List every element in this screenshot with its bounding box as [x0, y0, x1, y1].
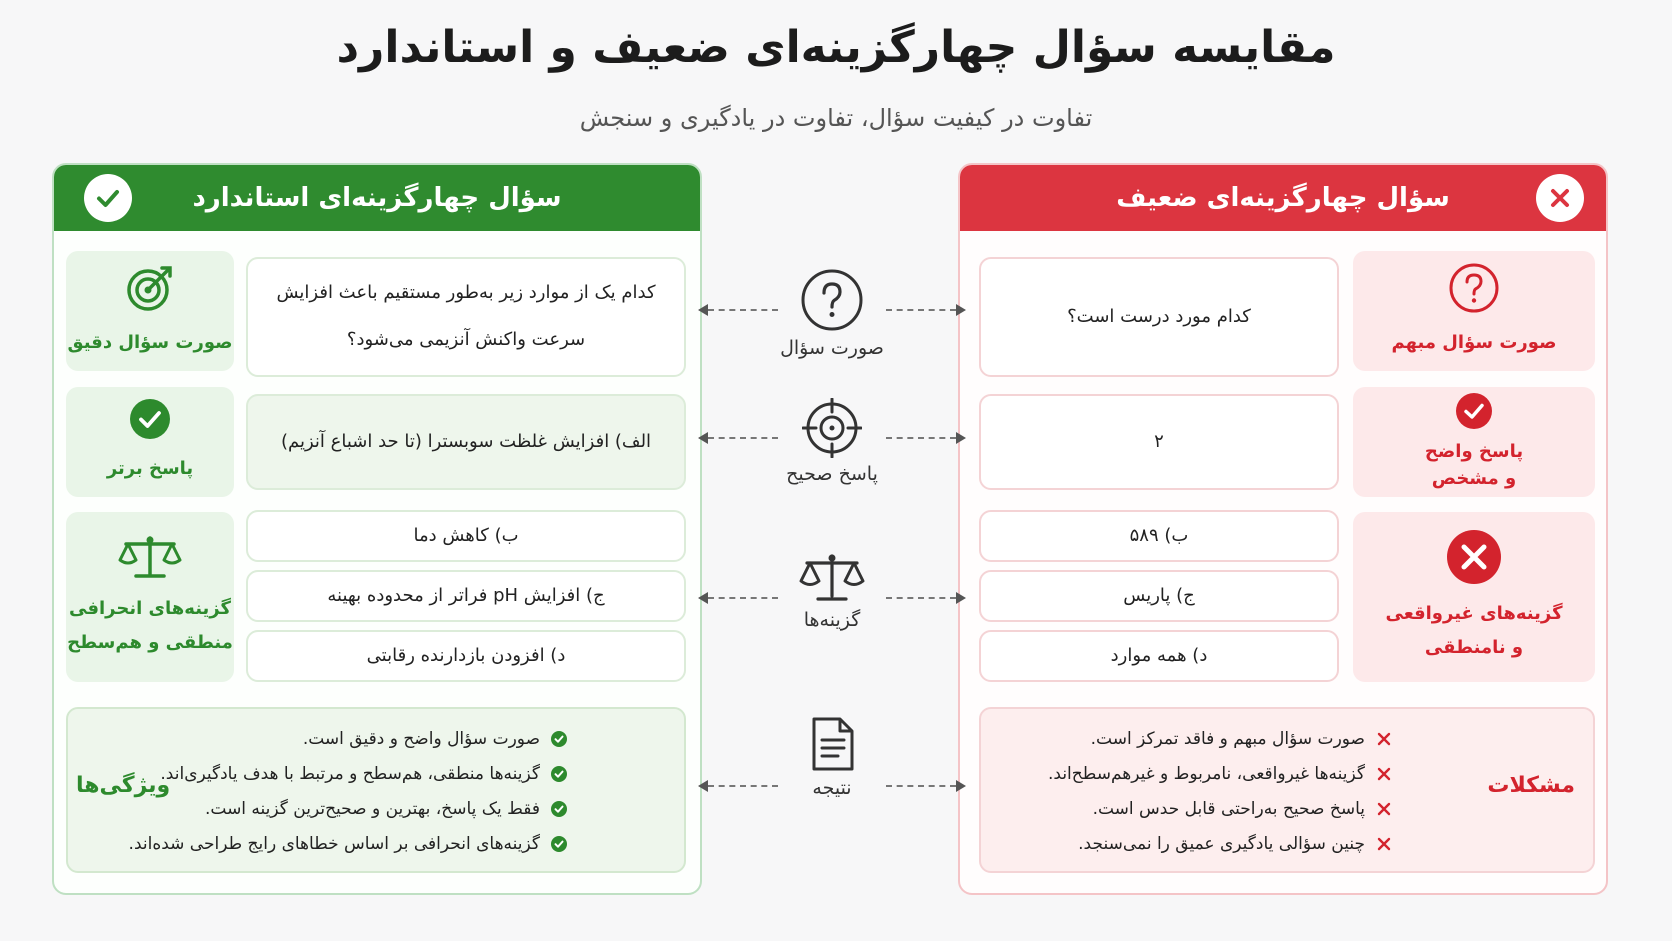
- list-item: فقط یک پاسخ، بهترین و صحیح‌ترین گزینه است.: [129, 791, 568, 826]
- standard-features-label: ویژگی‌ها: [76, 773, 171, 798]
- standard-option-b: ب) کاهش دما: [246, 510, 686, 562]
- center-stem: [772, 268, 892, 359]
- list-item: صورت سؤال واضح و دقیق است.: [129, 721, 568, 756]
- weak-answer-label: پاسخ واضح و مشخص: [1353, 387, 1595, 497]
- check-circle-icon: [129, 398, 171, 452]
- question-mark-icon: [800, 268, 864, 337]
- standard-answer-label: پاسخ برتر: [66, 387, 234, 497]
- x-icon: [1375, 730, 1393, 748]
- standard-panel-title: سؤال چهارگزینه‌ای استاندارد: [192, 183, 562, 213]
- center-stem-label: صورت سؤال: [780, 337, 884, 359]
- standard-stem-label: صورت سؤال دقیق: [66, 251, 234, 371]
- standard-panel-header: [54, 165, 700, 231]
- check-circle-icon: [550, 765, 568, 783]
- weak-panel-header: [960, 165, 1606, 231]
- standard-answer-text: الف) افزایش غلظت سوبسترا (تا حد اشباع آنزیم): [246, 394, 686, 490]
- check-circle-icon: [1455, 392, 1493, 438]
- center-options: [772, 552, 892, 631]
- standard-option-d: د) افزودن بازدارنده رقابتی: [246, 630, 686, 682]
- x-icon: [1375, 765, 1393, 783]
- connector-left-answer: [698, 432, 778, 444]
- weak-options-label: گزینه‌های غیرواقعی و نامنطقی: [1353, 512, 1595, 682]
- list-item: گزینه‌های انحرافی بر اساس خطاهای رایج طراحی شده‌اند.: [129, 826, 568, 861]
- connector-right-answer: [886, 432, 966, 444]
- weak-stem-label: صورت سؤال مبهم: [1353, 251, 1595, 371]
- standard-features-list: [129, 721, 568, 861]
- weak-problems-box: [979, 707, 1595, 873]
- connector-right-result: [886, 780, 966, 792]
- page-subtitle: تفاوت در کیفیت سؤال، تفاوت در یادگیری و سنجش: [579, 104, 1093, 132]
- list-item: چنین سؤالی یادگیری عمیق را نمی‌سنجد.: [1048, 826, 1393, 861]
- connector-right-stem: [886, 304, 966, 316]
- weak-stem-text: کدام مورد درست است؟: [979, 257, 1339, 377]
- weak-problems-label: مشکلات: [1487, 773, 1575, 798]
- x-icon: [1375, 800, 1393, 818]
- scale-icon: [118, 534, 182, 592]
- target-icon: [124, 262, 176, 326]
- center-answer-label: پاسخ صحیح: [786, 463, 878, 485]
- check-circle-icon: [550, 800, 568, 818]
- weak-option-d: د) همه موارد: [979, 630, 1339, 682]
- standard-question-panel: [52, 163, 702, 895]
- weak-panel-title: سؤال چهارگزینه‌ای ضعیف: [1116, 183, 1450, 213]
- standard-option-c: ج) افزایش pH فراتر از محدوده بهینه: [246, 570, 686, 622]
- list-item: گزینه‌ها غیرواقعی، نامربوط و غیرهم‌سطح‌اند.: [1048, 756, 1393, 791]
- list-item: گزینه‌ها منطقی، هم‌سطح و مرتبط با هدف یادگیری‌اند.: [129, 756, 568, 791]
- check-circle-icon: [550, 835, 568, 853]
- center-answer: [772, 398, 892, 485]
- standard-options-label: گزینه‌های انحرافی منطقی و هم‌سطح: [66, 512, 234, 682]
- question-mark-icon: [1448, 262, 1500, 326]
- weak-option-c: ج) پاریس: [979, 570, 1339, 622]
- check-circle-icon: [84, 174, 132, 222]
- center-result-label: نتیجه: [812, 777, 852, 799]
- standard-stem-text: کدام یک از موارد زیر به‌طور مستقیم باعث افزایش سرعت واکنش آنزیمی می‌شود؟: [246, 257, 686, 377]
- x-circle-icon: [1536, 174, 1584, 222]
- connector-left-stem: [698, 304, 778, 316]
- standard-features-box: [66, 707, 686, 873]
- weak-option-b: ب) ۵۸۹: [979, 510, 1339, 562]
- scale-icon: [799, 552, 865, 609]
- check-circle-icon: [550, 730, 568, 748]
- center-options-label: گزینه‌ها: [803, 609, 861, 631]
- list-item: پاسخ صحیح به‌راحتی قابل حدس است.: [1048, 791, 1393, 826]
- center-result: [772, 716, 892, 799]
- weak-problems-list: [1048, 721, 1393, 861]
- x-icon: [1375, 835, 1393, 853]
- page-title: مقایسه سؤال چهارگزینه‌ای ضعیف و استاندارد: [336, 22, 1336, 73]
- document-icon: [808, 716, 856, 777]
- connector-left-options: [698, 592, 778, 604]
- connector-left-result: [698, 780, 778, 792]
- weak-question-panel: [958, 163, 1608, 895]
- crosshair-icon: [802, 398, 862, 463]
- weak-answer-text: ۲: [979, 394, 1339, 490]
- x-circle-filled-icon: [1446, 529, 1502, 597]
- connector-right-options: [886, 592, 966, 604]
- list-item: صورت سؤال مبهم و فاقد تمرکز است.: [1048, 721, 1393, 756]
